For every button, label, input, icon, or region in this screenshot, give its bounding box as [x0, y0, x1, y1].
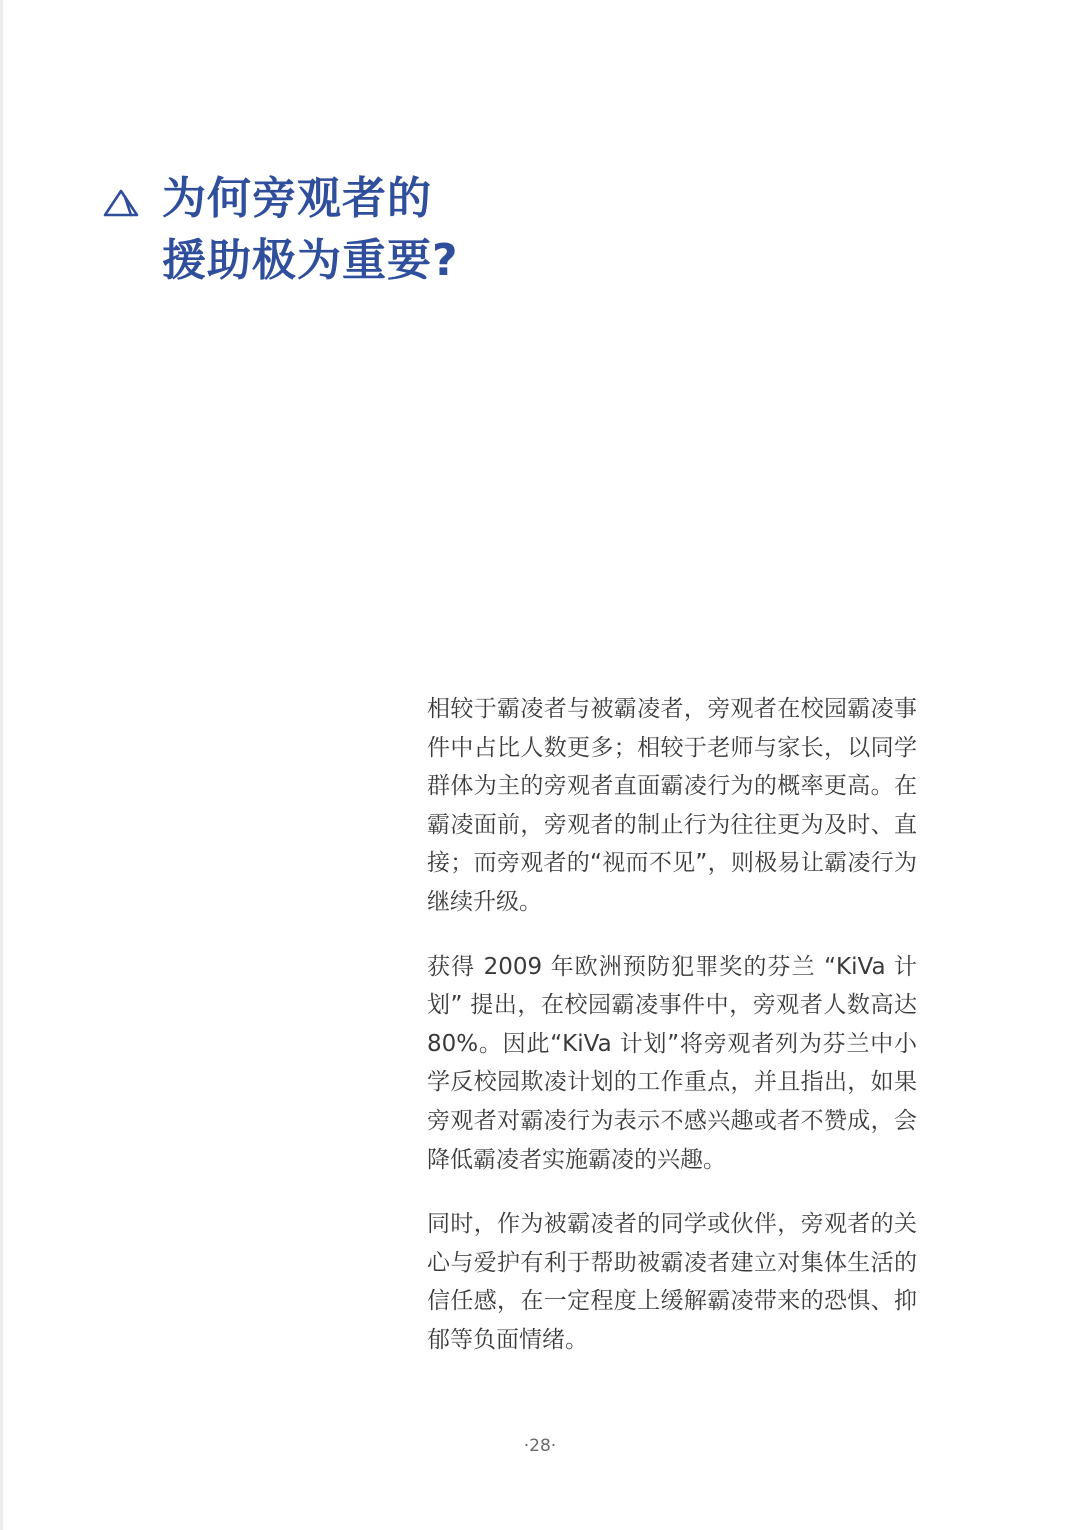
page-edge — [0, 0, 3, 1530]
paragraph-1: 相较于霸凌者与被霸凌者，旁观者在校园霸凌事件中占比人数更多；相较于老师与家长，以同学群体为主的旁观者直面霸凌行为的概率更高。在霸凌面前，旁观者的制止行为往往更为及时、直接；而旁观者的“视而不见”，则极易让霸凌行为继续升级。 — [427, 696, 917, 915]
paragraph-2: 获得 2009 年欧洲预防犯罪奖的芬兰 “KiVa 计划” 提出，在校园霸凌事件中，旁观者人数高达 80%。因此“KiVa 计划”将旁观者列为芬兰中小学反校园欺凌计划的工作重点，并且指出，如果旁观者对霸凌行为表示不感兴趣或者不赞成，会降低霸凌者实施霸凌的兴趣。 — [427, 953, 917, 1173]
page-number: ·28· — [523, 1436, 557, 1456]
page-title — [162, 168, 459, 292]
paragraph-3: 同时，作为被霸凌者的同学或伙伴，旁观者的关心与爱护有利于帮助被霸凌者建立对集体生活的信任感，在一定程度上缓解霸凌带来的恐惧、抑郁等负面情绪。 — [427, 1211, 917, 1353]
title-line-2: 援助极为重要? — [162, 235, 459, 286]
triangle-outline-icon — [100, 188, 144, 218]
title-line-1: 为何旁观者的 — [162, 173, 432, 224]
body-text — [427, 690, 917, 1386]
